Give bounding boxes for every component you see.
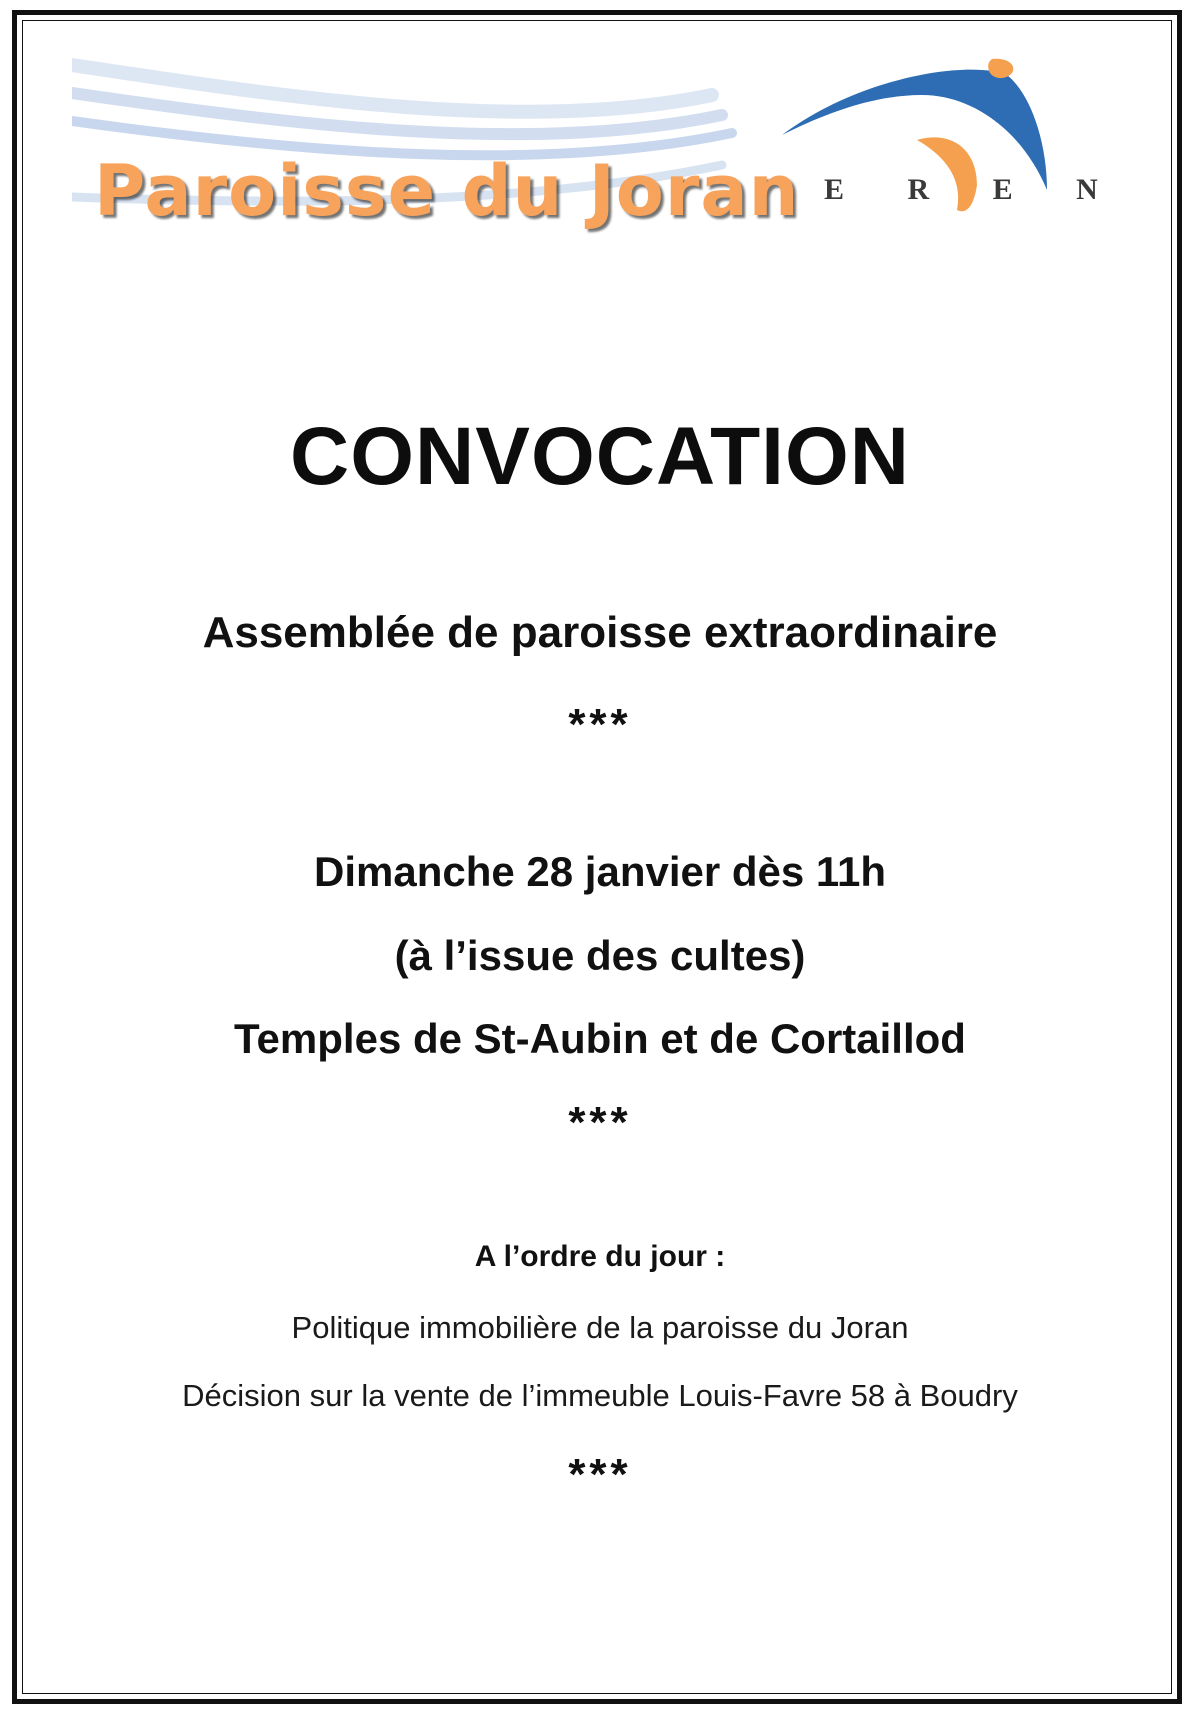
cross-icon (934, 118, 946, 135)
agenda-item: Décision sur la vente de l’immeuble Louis-Favre 58 à Boudry (182, 1378, 1018, 1413)
parish-name-logo: Paroisse du Joran (94, 150, 800, 232)
page-subtitle: Assemblée de paroisse extraordinaire (202, 608, 998, 657)
event-note: (à l’issue des cultes) (394, 932, 806, 979)
eren-logo-text: E R E N (824, 173, 1126, 206)
separator-stars: *** (568, 1098, 632, 1147)
blue-arc-shape (782, 70, 1047, 190)
separator-stars: *** (568, 1450, 632, 1499)
event-place: Temples de St-Aubin et de Cortaillod (234, 1015, 966, 1062)
event-date: Dimanche 28 janvier dès 11h (314, 848, 886, 895)
agenda-heading: A l’ordre du jour : (474, 1240, 726, 1273)
agenda-item: Politique immobilière de la paroisse du Joran (291, 1310, 909, 1345)
page-title: CONVOCATION (290, 411, 910, 502)
separator-stars: *** (568, 700, 632, 749)
parish-logo-banner (72, 55, 1152, 240)
